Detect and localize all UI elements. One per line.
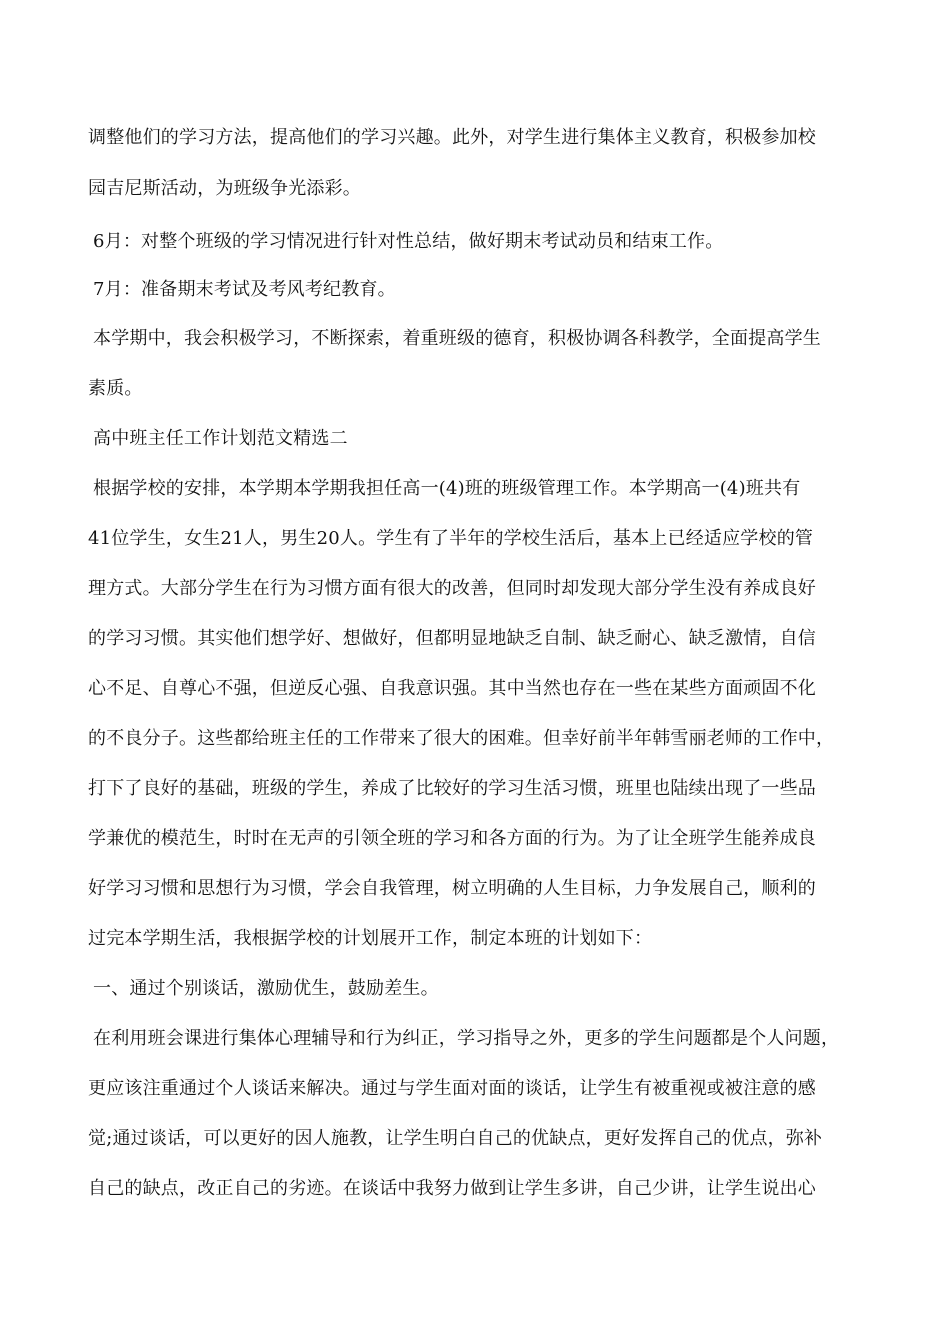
section-heading: 一、通过个别谈话，激励优生，鼓励差生。 [93,978,439,999]
paragraph-line: 好学习习惯和思想行为习惯，学会自我管理，树立明确的人生目标，力争发展自己，顺利的 [88,878,816,899]
paragraph-line: 的不良分子。这些都给班主任的工作带来了很大的困难。但幸好前半年韩雪丽老师的工作中， [88,728,835,749]
paragraph-line: 学兼优的模范生，时时在无声的引领全班的学习和各方面的行为。为了让全班学生能养成良 [88,828,816,849]
paragraph-line: 觉;通过谈话，可以更好的因人施教，让学生明白自己的优缺点，更好发挥自己的优点，弥补 [88,1128,823,1149]
paragraph-line: 理方式。大部分学生在行为习惯方面有很大的改善，但同时却发现大部分学生没有养成良好 [88,578,816,599]
paragraph-line: 素质。 [88,378,143,399]
paragraph-line: 打下了良好的基础，班级的学生，养成了比较好的学习生活习惯，班里也陆续出现了一些品 [88,778,816,799]
paragraph-line: 园吉尼斯活动，为班级争光添彩。 [88,178,361,199]
paragraph-line: 在利用班会课进行集体心理辅导和行为纠正，学习指导之外，更多的学生问题都是个人问题， [93,1028,840,1049]
paragraph-line: 的学习习惯。其实他们想学好、想做好，但都明显地缺乏自制、缺乏耐心、缺乏激情，自信 [88,628,816,649]
paragraph-line: 调整他们的学习方法，提高他们的学习兴趣。此外，对学生进行集体主义教育，积极参加校 [88,127,816,148]
paragraph-line: 本学期中，我会积极学习，不断探索，着重班级的德育，积极协调各科教学，全面提高学生 [93,328,821,349]
paragraph-line: 心不足、自尊心不强，但逆反心强、自我意识强。其中当然也存在一些在某些方面顽固不化 [88,678,816,699]
paragraph-line: 过完本学期生活，我根据学校的计划展开工作，制定本班的计划如下： [88,928,653,949]
paragraph-line: 6月：对整个班级的学习情况进行针对性总结，做好期末考试动员和结束工作。 [93,231,724,252]
paragraph-line: 更应该注重通过个人谈话来解决。通过与学生面对面的谈话，让学生有被重视或被注意的感 [88,1078,816,1099]
section-heading: 高中班主任工作计划范文精选二 [93,428,348,449]
paragraph-line: 7月：准备期末考试及考风考纪教育。 [93,279,396,300]
paragraph-line: 41位学生，女生21人，男生20人。学生有了半年的学校生活后，基本上已经适应学校的管 [88,528,814,549]
paragraph-line: 自己的缺点，改正自己的劣迹。在谈话中我努力做到让学生多讲，自己少讲，让学生说出心 [88,1178,816,1199]
paragraph-line: 根据学校的安排，本学期本学期我担任高一(4)班的班级管理工作。本学期高一(4)班共有 [93,478,801,499]
